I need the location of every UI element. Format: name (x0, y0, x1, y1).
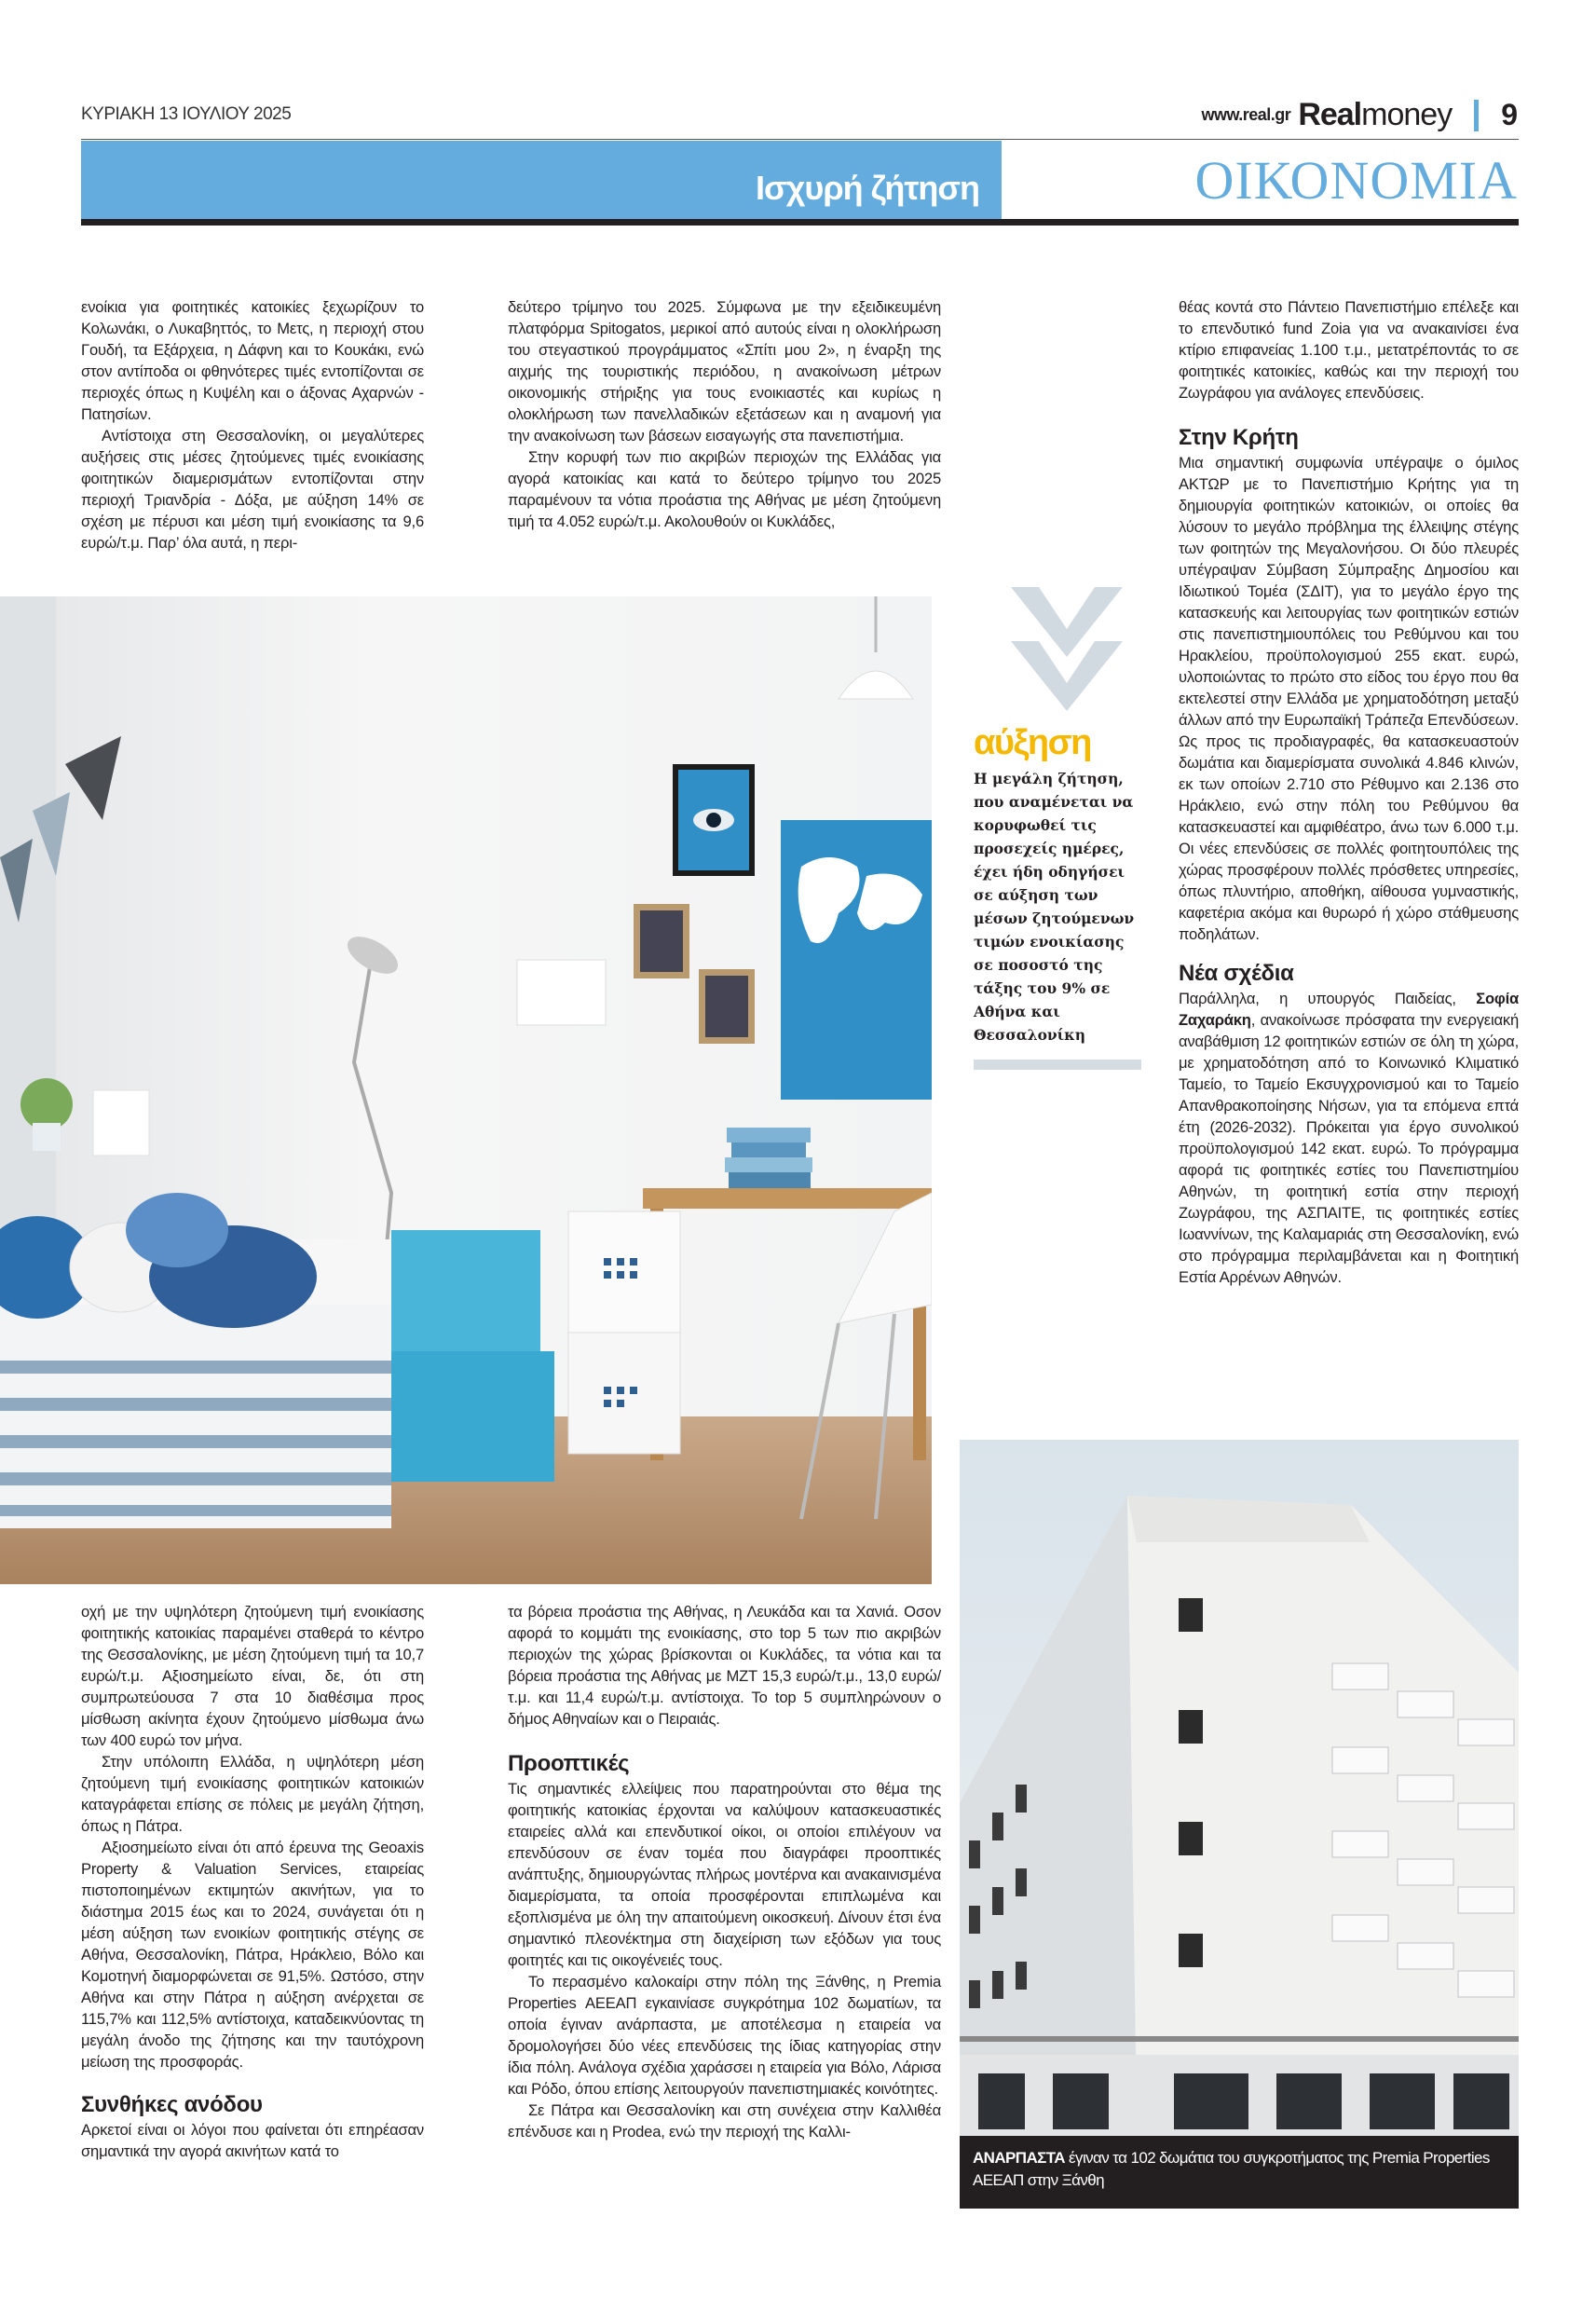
student-bedroom-photo (0, 596, 932, 1584)
bedroom-illustration (0, 596, 932, 1584)
issue-date: ΚΥΡΙΑΚΗ 13 ΙΟΥΛΙΟΥ 2025 (81, 104, 292, 124)
subheading-new-plans: Νέα σχέδια (1179, 961, 1294, 986)
callout-text: Η μεγάλη ζήτηση, που αναμένεται να κορυφωθεί τις προσεχείς ημέρες, έχει ήδη οδηγήσει σε αύξηση των μέσων ζητούμενων τιμών ενοικίασης σε ποσοστό της τάξης του 9% σε Αθήνα και Θεσσαλονίκη (974, 770, 1135, 1044)
callout-rule (974, 1060, 1141, 1070)
subheading-crete: Στην Κρήτη (1179, 425, 1299, 450)
header-rule (81, 139, 1519, 140)
double-chevron-down-icon (1011, 587, 1123, 713)
paragraph: θέας κοντά στο Πάντειο Πανεπιστήμιο επέλεξε και το επενδυτικό fund Zoia για να ανακαινίσει ένα κτίριο επιφανείας 1.100 τ.μ., μετατρέποντάς το σε φοιτητικές κατοικίες, καθώς και την περιοχή του Ζωγράφου για ανάλογες επενδύσεις. (1179, 298, 1519, 402)
column-2-bottom (508, 1601, 941, 2142)
banner-title: Ισχυρή ζήτηση (756, 169, 979, 207)
paragraph: δεύτερο τρίμηνο του 2025. Σύμφωνα με την εξειδικευμένη πλατφόρμα Spitogatos, μερικοί από αυτούς είναι η ολοκλήρωση του στεγαστικού προγράμματος «Σπίτι μου 2», η έναρξη της αιχμής της τουριστικής περιόδου, η ανακοίνωση μέτρων οικονομικής στήριξης για τους ενοικιαστές και κυρίως η ολοκλήρωση των πανελλαδικών εξετάσεων και η αναμονή για την ανακοίνωση των βάσεων εισαγωγής στα πανεπιστήμια. (508, 298, 941, 445)
header-thick-rule (81, 219, 1519, 226)
site-url[interactable]: www.real.gr (1201, 105, 1291, 124)
text: , ανακοίνωσε πρόσφατα την ενεργειακή αναβάθμιση 12 φοιτητικών εστιών σε όλη τη χώρα, με χρηματοδότηση από το Κοινωνικό Κλιματικό Ταμείο, το Ταμείο Εκσυγχρονισμού και το Ταμείο Απανθρακοποίησης Νήσων, για τα επόμενα επτά έτη (2026-2032). Πρόκειται για έργο συνολικού προϋπολογισμού 142 εκατ. ευρώ. Το πρόγραμμα αφορά τις φοιτητικές εστίες του Πανεπιστημίου Αθηνών, τη φοιτητική εστία στην περιοχή Ζωγράφου, της ΑΣΠΑΙΤΕ, τις φοιτητικές εστίες Ιωαννίνων, της Καλαμαριάς στη Θεσσαλονίκη, ενώ στο πρόγραμμα περιλαμβάνεται και η Φοιτητική Εστία Αρρένων Αθηνών. (1179, 1011, 1519, 1286)
paragraph: οχή με την υψηλότερη ζητούμενη τιμή ενοικίασης φοιτητικής κατοικίας παραμένει σταθερά το κέντρο της Θεσσαλονίκης, με μέση ζητούμενη τιμή τα 10,7 ευρώ/τ.μ. Αξιοσημείωτο είναι, δε, ότι στη συμπρωτεύουσα 7 στα 10 διαθέσιμα προς μίσθωση ακίνητα έχουν ζητούμενο μίσθωμα άνω των 400 ευρώ τον μήνα. (81, 1603, 424, 1749)
caption-lead: ΑΝΑΡΠΑΣΤΑ (973, 2149, 1065, 2167)
section-title: ΟΙΚΟΝΟΜΙΑ (1194, 150, 1518, 211)
paragraph: Μια σημαντική συμφωνία υπέγραψε ο όμιλος ΑΚΤΩΡ με το Πανεπιστήμιο Κρήτης για τη δημιουργία φοιτητικών κατοικιών, οι οποίες θα λύσουν το μεγάλο πρόβλημα της έλλειψης στέγης των φοιτητών της Μεγαλονήσου. Οι δύο πλευρές υπέγραψαν Σύμβαση Σύμπραξης Δημοσίου και Ιδιωτικού Τομέα (ΣΔΙΤ), για το μεγάλο έργο της κατασκευής και λειτουργίας των φοιτητικών εστιών στις πανεπιστημιουπόλεις του Ρεθύμνου και του Ηρακλείου, προϋπολογισμού 255 εκατ. ευρώ, υλοποιώντας το πρώτο στο είδος του έργο που θα εκτελεστεί στην Ελλάδα με χρηματοδότηση μεταξύ άλλων από την Ευρωπαϊκή Τράπεζα Επενδύσεων. Ως προς τις προδιαγραφές, θα κατασκευαστούν δωμάτια και διαμερίσματα συνολικά 4.846 κλινών, εκ των οποίων 2.710 στο Ρέθυμνο και 2.136 στο Ηράκλειο, ενώ στην πόλη του Ρεθύμνου θα κατασκευαστεί και αμφιθέατρο, άνω των 6.000 τ.μ. Οι νέες επενδύσεις σε πολλές φοιτητουπόλεις της χώρας προσφέρουν πολλές πρόσθετες υπηρεσίες, όπως πλυντήριο, αποθήκη, αίθουσα γυμναστικής, καφετέρια ακόμα και θυρωρό ή χώρο στάθμευσης ποδηλάτων. (1179, 454, 1519, 943)
student-residence-building-photo (960, 1440, 1519, 2209)
page-number: 9 (1501, 98, 1518, 131)
headline-banner (81, 141, 1002, 219)
caption-text: έγιναν τα 102 δωμάτια του συγκροτήματος της Premia Properties ΑΕΕΑΠ στην Ξάνθη (973, 2149, 1490, 2189)
paragraph (1179, 988, 1519, 1288)
brand-divider (1474, 100, 1479, 131)
person-name: Σοφία Ζαχαράκη (1179, 990, 1519, 1029)
brand-logo-real: Real (1298, 97, 1362, 132)
paragraph: Το περασμένο καλοκαίρι στην πόλη της Ξάνθης, η Premia Properties ΑΕΕΑΠ εγκαινίασε συγκρότημα 102 δωματίων, τα οποία έγιναν ανάρπαστα, με αποτέλεσμα η εταιρεία να δρομολογήσει δύο νέες επενδύσεις της ίδιας κατηγορίας στην ίδια πόλη. Ανάλογα σχέδια χαράσσει η εταιρεία για Βόλο, Λάρισα και Ρόδο, όπου επίσης λειτουργούν πανεπιστημιακές κοινότητες. (508, 1973, 941, 2098)
photo-caption (960, 2136, 1519, 2209)
masthead-brand (1201, 97, 1518, 133)
paragraph: Τις σημαντικές ελλείψεις που παρατηρούνται στο θέμα της φοιτητικής κατοικίας έρχονται να καλύψουν κατασκευαστικές εταιρείες αλλά και επενδυτικοί οίκοι, οι οποίοι επιλέγουν να επενδύσουν σε έναν τομέα που διαγράφει προοπτικές ανάπτυξης, δημιουργώντας πλήρως μοντέρνα και ανακαινισμένα διαμερίσματα, τα οποία προσφέρονται επιπλωμένα και εξοπλισμένα με όλη την απαιτούμενη οικοσκευή. Δίνουν έτσι ένα σημαντικό πλεονέκτημα στη διαχείριση των εξόδων για τους φοιτητές και τις οικογένειές τους. (508, 1780, 941, 1969)
paragraph: Αντίστοιχα στη Θεσσαλονίκη, οι μεγαλύτερες αυξήσεις στις μέσες ζητούμενες τιμές ενοικίασης φοιτητικών διαμερισμάτων εντοπίζονται στην περιοχή Τριανδρία - Δόξα, με αύξηση 14% σε σχέση με πέρυσι και μέση τιμή ενοικίασης τα 9,6 ευρώ/τ.μ. Παρ’ όλα αυτά, η περι- (81, 427, 424, 552)
paragraph: Στην κορυφή των πιο ακριβών περιοχών της Ελλάδας για αγορά κατοικίας και κατά το δεύτερο τρίμηνο του 2025 παραμένουν τα νότια προάστια της Αθήνας με μέση ζητούμενη τιμή τα 4.052 ευρώ/τ.μ. Ακολουθούν οι Κυκλάδες, (508, 448, 941, 530)
callout-box (974, 587, 1141, 1070)
column-1-bottom (81, 1601, 424, 2162)
column-3 (1179, 296, 1519, 1288)
column-1-top (81, 296, 424, 554)
paragraph: Σε Πάτρα και Θεσσαλονίκη και στη συνέχεια στην Καλλιθέα επένδυσε και η Prodea, ενώ την περιοχή της Καλλι- (508, 2101, 941, 2141)
paragraph: Αξιοσημείωτο είναι ότι από έρευνα της Geoaxis Property & Valuation Services, εταιρείας πιστοποιημένων εκτιμητών ακινήτων, για το διάστημα 2015 έως και το 2024, συνάγεται ότι η μέση αύξηση των ενοικίων φοιτητικής στέγης σε Αθήνα, Θεσσαλονίκη, Πάτρα, Ηράκλειο, Βόλο και Κομοτηνή διαμορφώνεται σε 91,5%. Ωστόσο, στην Αθήνα και στην Πάτρα η αύξηση ανέρχεται σε 115,7% και 112,5% αντίστοιχα, καταδεικνύοντας τη μεγάλη άνοδο της ζήτησης και την ταυτόχρονη μείωση της προσφοράς. (81, 1839, 424, 2071)
brand-logo-money: money (1361, 97, 1453, 132)
subheading-growth-conditions: Συνθήκες ανόδου (81, 2092, 263, 2117)
paragraph: τα βόρεια προάστια της Αθήνας, η Λευκάδα και τα Χανιά. Οσον αφορά το κομμάτι της ενοικίασης, στο top 5 των πιο ακριβών περιοχών της χώρας βρίσκονται οι Κυκλάδες, τα νότια και τα βόρεια προάστια της Αθήνας με ΜΖΤ 15,3 ευρώ/τ.μ., 13,0 ευρώ/τ.μ. και 11,4 ευρώ/τ.μ. αντίστοιχα. Το top 5 συμπληρώνουν ο δήμος Αθηναίων και ο Πειραιάς. (508, 1603, 941, 1728)
callout-keyword: αύξηση (974, 723, 1091, 762)
building-illustration (960, 1440, 1519, 2209)
paragraph: Αρκετοί είναι οι λόγοι που φαίνεται ότι επηρέασαν σημαντικά την αγορά ακινήτων κατά το (81, 2121, 424, 2160)
paragraph: ενοίκια για φοιτητικές κατοικίες ξεχωρίζουν το Κολωνάκι, ο Λυκαβηττός, το Μετς, η περιοχή στου Γουδή, τα Εξάρχεια, η Δάφνη και το Κουκάκι, ενώ στον αντίποδα οι φθηνότερες τιμές εντοπίζονται σε περιοχές όπως η Κυψέλη και ο άξονας Αχαρνών - Πατησίων. (81, 298, 424, 423)
text: Παράλληλα, η υπουργός Παιδείας, (1179, 990, 1477, 1007)
column-2-top (508, 296, 941, 532)
subheading-prospects: Προοπτικές (508, 1751, 630, 1776)
paragraph: Στην υπόλοιπη Ελλάδα, η υψηλότερη μέση ζητούμενη τιμή ενοικίασης φοιτητικών κατοικιών καταγράφεται επίσης σε πόλεις με μεγάλη ζήτηση, όπως η Πάτρα. (81, 1753, 424, 1835)
